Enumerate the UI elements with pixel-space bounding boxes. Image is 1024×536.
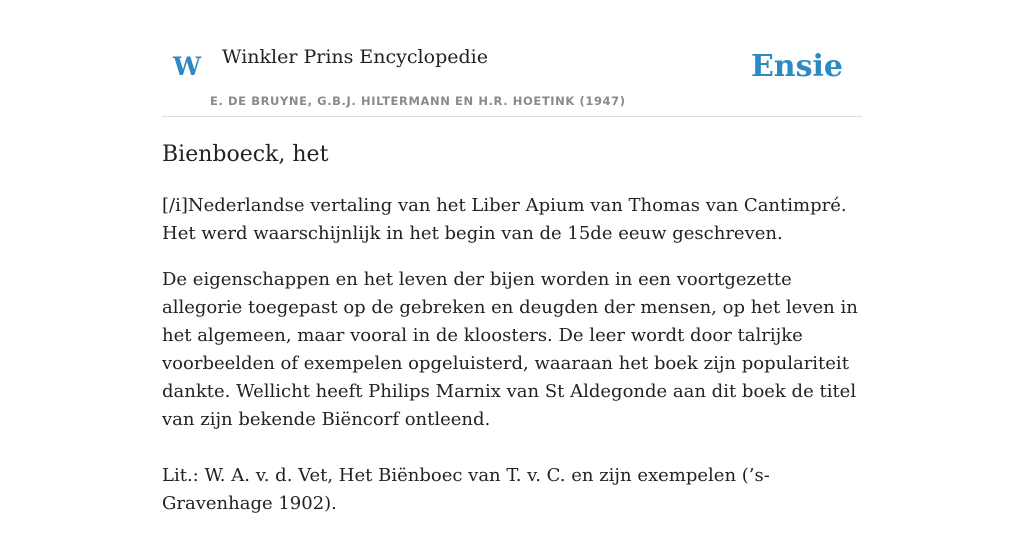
encyclopedia-title[interactable]: Winkler Prins Encyclopedie <box>222 46 488 68</box>
site-header <box>162 0 862 117</box>
entry-title: Bienboeck, het <box>162 142 329 167</box>
entry-paragraph: [/i]Nederlandse vertaling van het Liber Apium van Thomas van Cantimpré. Het werd waarschijnlijk in het begin van de 15de eeuw geschreven. <box>162 195 847 244</box>
entry-content <box>162 138 862 536</box>
encyclopedia-logo-icon[interactable]: W <box>173 52 202 81</box>
ensie-logo[interactable]: Ensie <box>750 49 843 84</box>
entry-paragraph: De eigenschappen en het leven der bijen worden in een voortgezette allegorie toegepast op de gebreken en deugden der mensen, op het leven in het algemeen, maar vooral in de kloosters. De leer wordt door talrijke voorbeelden of exempelen opgeluisterd, waaraan het boek zijn populariteit dankte. Wellicht heeft Philips Marnix van St Aldegonde aan dit boek de titel van zijn bekende Biëncorf ontleend. <box>162 269 858 430</box>
encyclopedia-authors: E. DE BRUYNE, G.B.J. HILTERMANN EN H.R. HOETINK (1947) <box>210 94 626 108</box>
literature-reference: Lit.: W. A. v. d. Vet, Het Biënboec van T. v. C. en zijn exempelen (’s-Gravenhage 1902). <box>162 465 770 514</box>
